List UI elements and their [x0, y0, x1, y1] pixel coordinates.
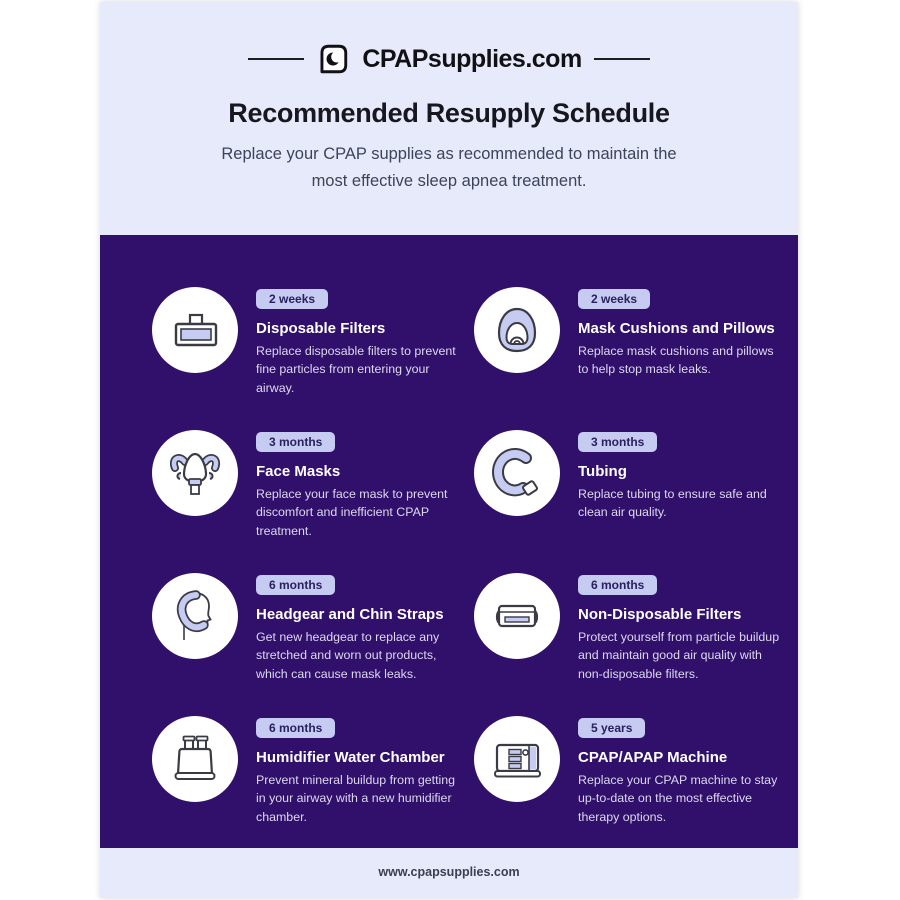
moon-bubble-icon [316, 42, 350, 76]
cpap-machine-icon [474, 716, 560, 802]
item-description: Protect yourself from particle buildup and maintain good air quality with non-disposable filters. [578, 630, 780, 681]
schedule-item-cpap-machine [474, 716, 793, 859]
logo-rule-right [594, 58, 650, 60]
logo-rule-left [248, 58, 304, 60]
humidifier-chamber-icon [152, 716, 238, 802]
footer-url: www.cpapsupplies.com [378, 865, 520, 879]
header [100, 2, 798, 235]
schedule-item-face-masks [152, 430, 474, 573]
interval-badge: 3 months [256, 432, 335, 452]
item-description: Replace your CPAP machine to stay up-to-date on the most effective therapy options. [578, 773, 778, 824]
item-title: Non-Disposable Filters [578, 606, 742, 623]
interval-badge: 6 months [256, 718, 335, 738]
schedule-item-humidifier [152, 716, 474, 859]
face-mask-icon [152, 430, 238, 516]
item-title: Disposable Filters [256, 320, 386, 337]
item-title: Mask Cushions and Pillows [578, 320, 775, 337]
document-panel [100, 2, 798, 898]
item-title: Headgear and Chin Straps [256, 606, 444, 623]
headgear-chin-strap-icon [152, 573, 238, 659]
item-description: Replace your face mask to prevent discomfort and inefficient CPAP treatment. [256, 487, 448, 538]
mask-cushion-icon [474, 287, 560, 373]
item-description: Replace disposable filters to prevent fine particles from entering your airway. [256, 344, 456, 395]
item-description: Prevent mineral buildup from getting in your airway with a new humidifier chamber. [256, 773, 456, 824]
logo [100, 2, 798, 76]
schedule-section [100, 235, 798, 848]
item-description: Replace mask cushions and pillows to help stop mask leaks. [578, 344, 774, 377]
schedule-item-tubing [474, 430, 793, 573]
disposable-filter-icon [152, 287, 238, 373]
item-description: Get new headgear to replace any stretched and worn out products, which can cause mask leaks. [256, 630, 440, 681]
logo-text: CPAPsupplies.com [362, 44, 582, 73]
interval-badge: 2 weeks [256, 289, 328, 309]
interval-badge: 3 months [578, 432, 657, 452]
page-subtitle: Replace your CPAP supplies as recommended to maintain the most effective sleep apnea treatment. [221, 145, 677, 191]
item-description: Replace tubing to ensure safe and clean air quality. [578, 487, 767, 520]
footer [100, 846, 798, 898]
interval-badge: 2 weeks [578, 289, 650, 309]
item-title: Face Masks [256, 463, 341, 480]
item-title: CPAP/APAP Machine [578, 749, 728, 766]
page-title: Recommended Resupply Schedule [228, 98, 670, 128]
schedule-grid [100, 235, 798, 859]
item-title: Humidifier Water Chamber [256, 749, 445, 766]
item-title: Tubing [578, 463, 627, 480]
schedule-item-disposable-filters [152, 287, 474, 430]
schedule-item-headgear [152, 573, 474, 716]
interval-badge: 6 months [578, 575, 657, 595]
tubing-icon [474, 430, 560, 516]
schedule-item-non-disposable-filters [474, 573, 793, 716]
interval-badge: 5 years [578, 718, 645, 738]
schedule-item-mask-cushions [474, 287, 793, 430]
non-disposable-filter-icon [474, 573, 560, 659]
interval-badge: 6 months [256, 575, 335, 595]
